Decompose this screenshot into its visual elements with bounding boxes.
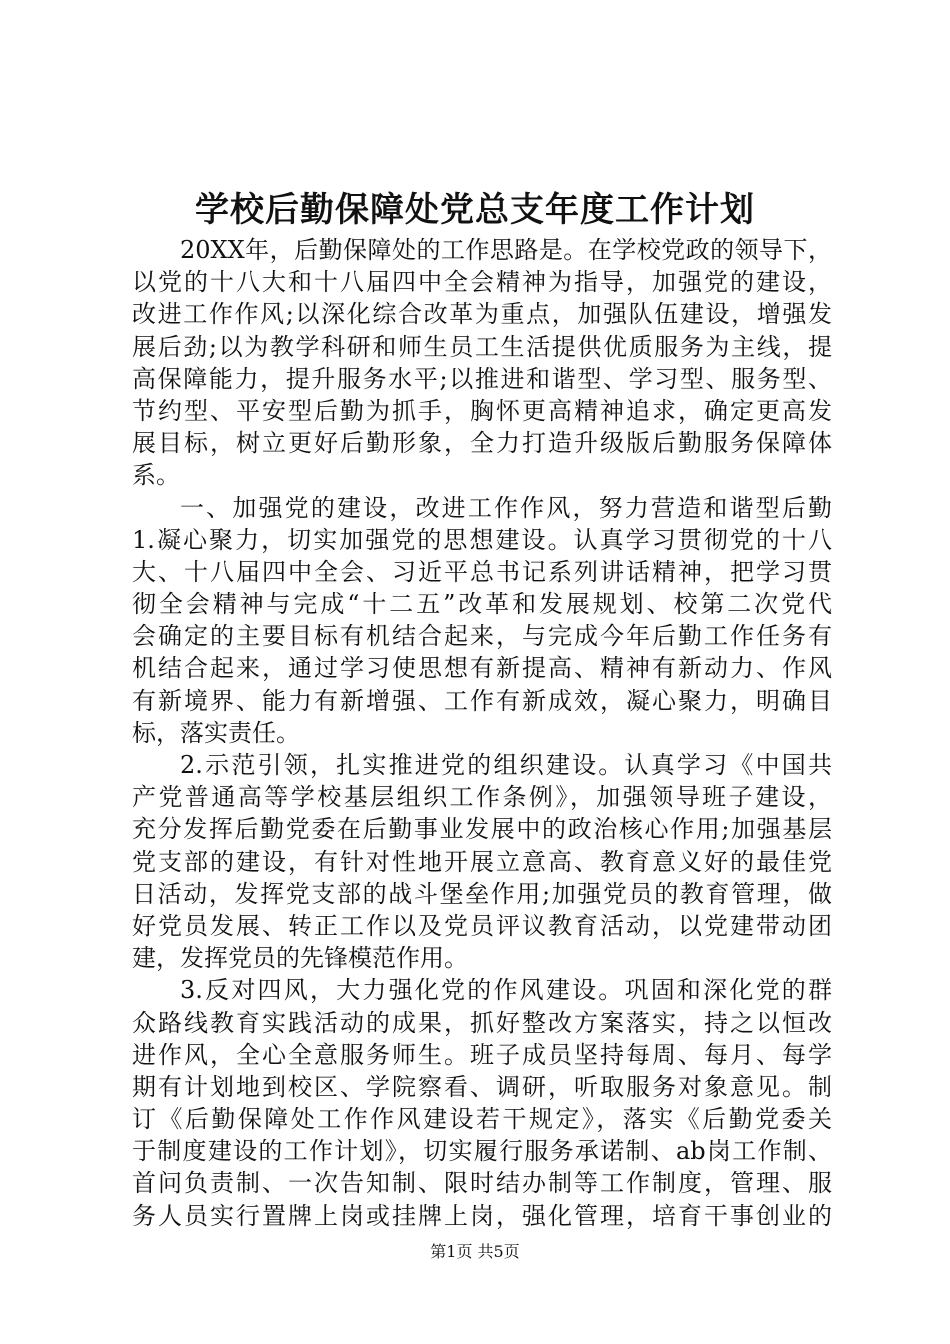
document-title: 学校后勤保障处党总支年度工作计划: [195, 190, 755, 230]
text-line: 订《后勤保障处工作作风建设若干规定》，落实《后勤党委关: [132, 1105, 832, 1134]
text-line: 日活动，发挥党支部的战斗堡垒作用;加强党员的教育管理，做: [132, 879, 832, 908]
text-line: 1.凝心聚力，切实加强党的思想建设。认真学习贯彻党的十八: [132, 525, 832, 554]
text-line: 改进工作作风;以深化综合改革为重点，加强队伍建设，增强发: [132, 300, 832, 329]
text-line: 务人员实行置牌上岗或挂牌上岗，强化管理，培育干事创业的: [132, 1201, 832, 1230]
section-heading: 一、加强党的建设，改进工作作风，努力营造和谐型后勤: [180, 493, 832, 522]
text-line: 彻全会精神与完成“十二五”改革和发展规划、校第二次党代: [132, 590, 832, 619]
text-line: 机结合起来，通过学习使思想有新提高、精神有新动力、作风: [132, 654, 832, 683]
document-body: [132, 234, 832, 1232]
text-line: 大、十八届四中全会、习近平总书记系列讲话精神，把学习贯: [132, 557, 832, 586]
text-line: 标，落实责任。: [132, 718, 300, 747]
text-line: 建，发挥党员的先锋模范作用。: [132, 944, 468, 973]
text-line: 以党的十八大和十八届四中全会精神为指导，加强党的建设，: [132, 268, 832, 297]
text-line: 展后劲;以为教学科研和师生员工生活提供优质服务为主线，提: [132, 332, 832, 361]
text-line: 高保障能力，提升服务水平;以推进和谐型、学习型、服务型、: [132, 364, 832, 393]
text-line: 有新境界、能力有新增强、工作有新成效，凝心聚力，明确目: [132, 686, 832, 715]
text-line: 20XX年，后勤保障处的工作思路是。在学校党政的领导下，: [180, 236, 832, 264]
text-line: 3.反对四风，大力强化党的作风建设。巩固和深化党的群: [180, 976, 832, 1005]
text-line: 进作风，全心全意服务师生。班子成员坚持每周、每月、每学: [132, 1040, 832, 1069]
text-line: 党支部的建设，有针对性地开展立意高、教育意义好的最佳党: [132, 847, 832, 876]
text-line: 期有计划地到校区、学院察看、调研，听取服务对象意见。制: [132, 1072, 832, 1101]
text-line: 首问负责制、一次告知制、限时结办制等工作制度，管理、服: [132, 1169, 832, 1198]
text-line: 展目标，树立更好后勤形象，全力打造升级版后勤服务保障体: [132, 429, 832, 458]
page-number-footer: 第1页 共5页: [430, 1242, 520, 1261]
text-line: 会确定的主要目标有机结合起来，与完成今年后勤工作任务有: [132, 622, 832, 651]
text-line: 2.示范引领，扎实推进党的组织建设。认真学习《中国共: [180, 751, 832, 779]
text-line: 于制度建设的工作计划》，切实履行服务承诺制、ab岗工作制、: [132, 1137, 832, 1166]
text-line: 好党员发展、转正工作以及党员评议教育活动，以党建带动团: [132, 911, 832, 940]
text-line: 众路线教育实践活动的成果，抓好整改方案落实，持之以恒改: [132, 1008, 832, 1037]
text-line: 系。: [132, 461, 180, 490]
text-line: 产党普通高等学校基层组织工作条例》，加强领导班子建设，: [132, 783, 832, 812]
text-line: 充分发挥后勤党委在后勤事业发展中的政治核心作用;加强基层: [132, 815, 832, 844]
text-line: 节约型、平安型后勤为抓手，胸怀更高精神追求，确定更高发: [132, 396, 832, 425]
